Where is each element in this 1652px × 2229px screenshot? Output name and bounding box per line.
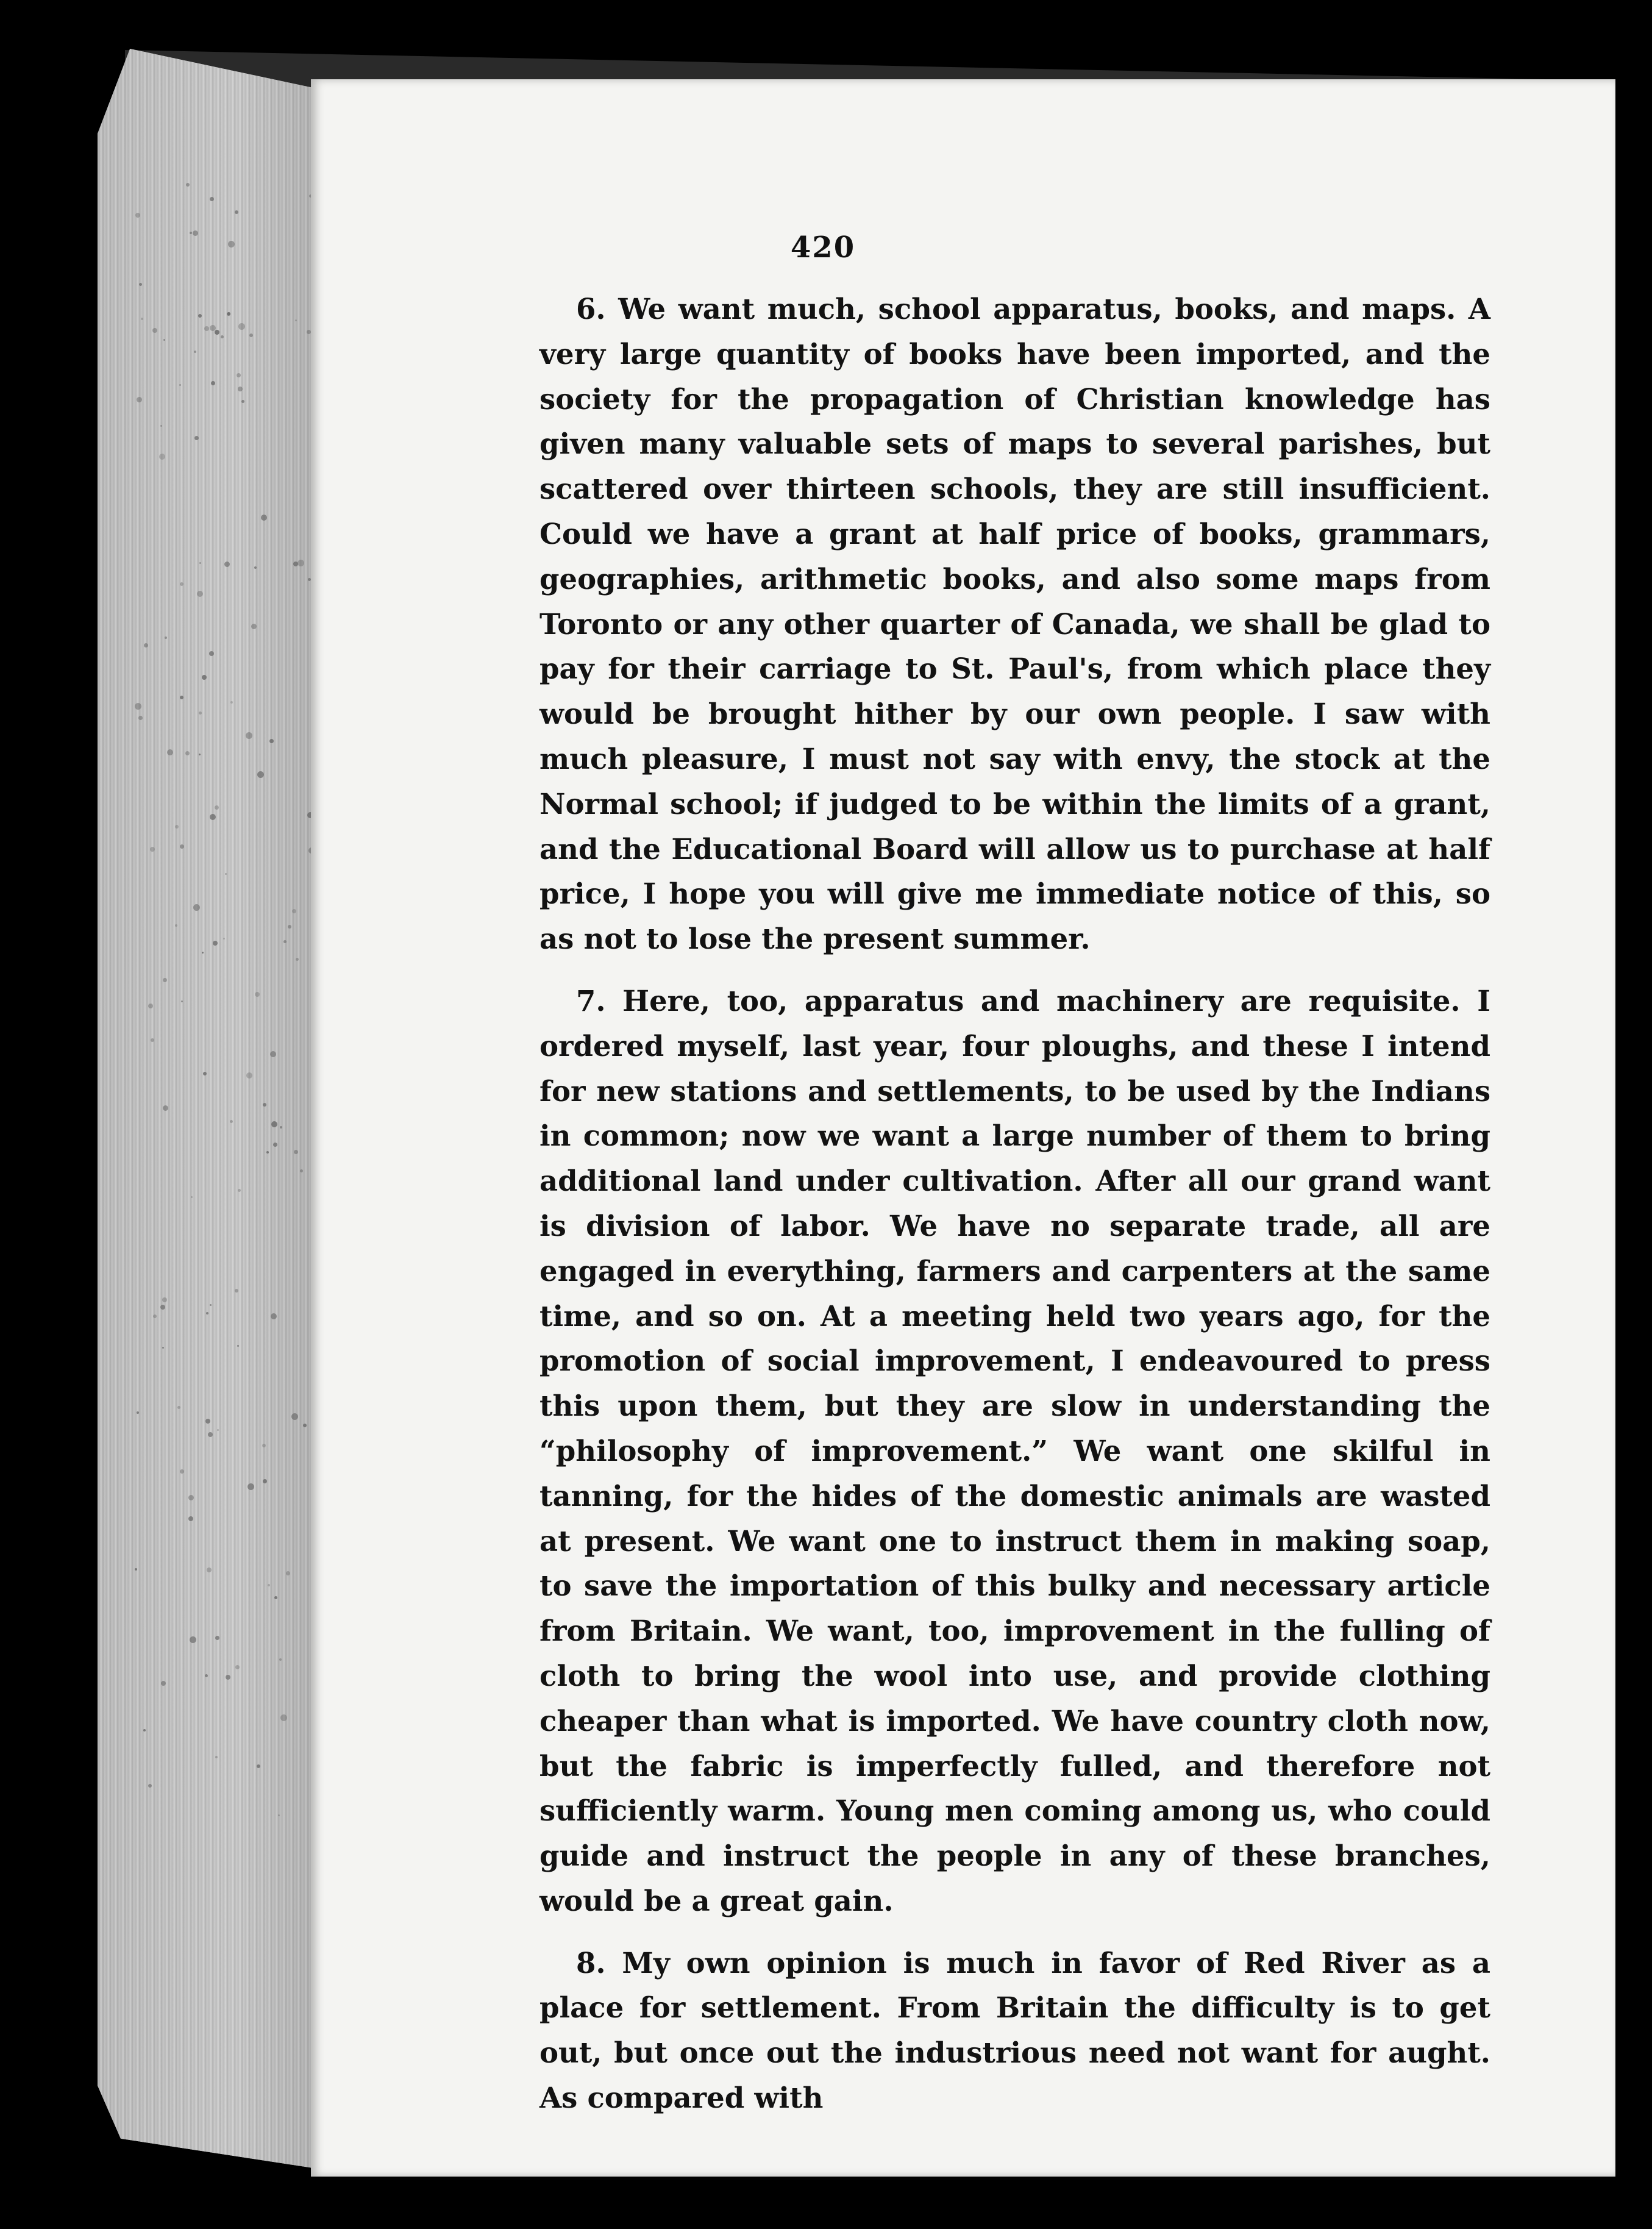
fore-edge-speck bbox=[199, 562, 201, 564]
fore-edge-speck bbox=[273, 1143, 277, 1147]
fore-edge-speck bbox=[227, 312, 230, 315]
fore-edge-speck bbox=[262, 1444, 266, 1447]
fore-edge-speck bbox=[274, 1596, 277, 1599]
fore-edge-speck bbox=[226, 1675, 230, 1680]
paragraph-8: 8. My own opinion is much in favor of Red River as a place for settlement. From Britain the difficulty is to get out, but once out the industrious need not want for aught. As compared with bbox=[539, 1945, 1490, 2115]
fore-edge-speck bbox=[188, 1516, 193, 1521]
fore-edge-speck bbox=[181, 1000, 183, 1002]
fore-edge-speck bbox=[199, 711, 202, 715]
fore-edge-speck bbox=[150, 847, 155, 852]
fore-edge-speck bbox=[207, 1567, 212, 1572]
fore-edge-speck bbox=[148, 1784, 152, 1788]
fore-edge-speck bbox=[202, 952, 204, 954]
fore-edge-speck bbox=[162, 1297, 167, 1302]
fore-edge-speck bbox=[270, 1051, 276, 1057]
fore-edge-speck bbox=[203, 1072, 207, 1075]
fore-edge-speck bbox=[235, 1665, 240, 1669]
fore-edge-speck bbox=[163, 978, 167, 982]
fore-edge-speck bbox=[268, 1584, 270, 1586]
fore-edge-speck bbox=[230, 1120, 233, 1123]
fore-edge-speck bbox=[235, 210, 238, 214]
fore-edge-speck bbox=[198, 314, 202, 318]
fore-edge-speck bbox=[161, 1681, 166, 1686]
fore-edge-speck bbox=[188, 1495, 194, 1500]
fore-edge-speck bbox=[190, 1636, 196, 1643]
fore-edge-speck bbox=[208, 1432, 213, 1437]
fore-edge-speck bbox=[294, 1150, 298, 1154]
fore-edge-speck bbox=[185, 751, 190, 755]
fore-edge-speck bbox=[238, 323, 245, 330]
fore-edge-speck bbox=[241, 400, 244, 403]
fore-edge-speck bbox=[288, 925, 291, 929]
fore-edge-speck bbox=[210, 325, 216, 331]
fore-edge-speck bbox=[194, 436, 199, 440]
fore-edge-speck bbox=[179, 384, 181, 386]
fore-edge-speck bbox=[246, 732, 252, 739]
fore-edge-speck bbox=[139, 283, 142, 286]
fore-edge-speck bbox=[263, 1103, 266, 1107]
fore-edge-speck bbox=[269, 739, 274, 743]
fore-edge-speck bbox=[210, 1304, 212, 1306]
page-number: 420 bbox=[790, 230, 856, 265]
fore-edge-speck bbox=[286, 1571, 290, 1575]
fore-edge-speck bbox=[237, 373, 241, 377]
fore-edge-speck bbox=[215, 1636, 219, 1640]
fore-edge-speck bbox=[148, 1004, 153, 1008]
page-body bbox=[539, 287, 1490, 2120]
paragraph-6: 6. We want much, school apparatus, books, and maps. A very large quantity of books have been imported, and the society for the propagation of Christian knowledge has given many valuable sets of maps to several parishes, but scattered over thirteen schools, they are still insufficient. Could we have a grant at half price of books, grammars, geographies, arithmetic books, and also some maps from Toronto or any other quarter of Canada, we shall be glad to pay for their carriage to St. Paul's, from which place they would be brought hither by our own people. I saw with much pleasure, I must not say with envy, the stock at the Normal school; if judged to be within the limits of a grant, and the Educational Board will allow us to purchase at half price, I hope you will give me immediate notice of this, so as not to lose the present summer. bbox=[539, 292, 1490, 956]
fore-edge-speck bbox=[167, 749, 173, 755]
fore-edge-speck bbox=[271, 1313, 277, 1319]
fore-edge-speck bbox=[206, 1312, 208, 1314]
fore-edge-speck bbox=[191, 1196, 193, 1198]
fore-edge-speck bbox=[224, 562, 230, 567]
fore-edge-speck bbox=[261, 515, 267, 521]
fore-edge-speck bbox=[238, 1189, 241, 1192]
fore-edge-speck bbox=[280, 1126, 282, 1129]
fore-edge-speck bbox=[279, 1658, 282, 1661]
paragraph-7: 7. Here, too, apparatus and machinery are requisite. I ordered myself, last year, four ploughs, and these I intend for new stations and settlements, to be used by the Indians in common; now we want a large number of them to bring additional land under cultivation. After all our grand want is division of labor. We have no separate trade, all are engaged in everything, farmers and carpenters at the same time, and so on. At a meeting held two years ago, for the promotion of social improvement, I endeavoured to press this upon them, but they are slow in understanding the “philosophy of improvement.” We want one skilful in tanning, for the hides of the domestic animals are wasted at present. We want one to instruct them in making soap, to save the importation of this bulky and necessary article from Britain. We want, too, improvement in the fulling of cloth to bring the wool into use, and provide clothing cheaper than what is imported. We have country cloth now, but the fabric is imperfectly fulled, and therefore not sufficiently warm. Young men coming among us, who could guide and instruct the people in any of these branches, would be a great gain. bbox=[539, 983, 1490, 1917]
fore-edge-speck bbox=[138, 716, 143, 720]
fore-edge-speck bbox=[308, 578, 311, 581]
fore-edge-speck bbox=[205, 1674, 208, 1677]
fore-edge-speck bbox=[143, 1729, 146, 1731]
fore-edge-shadow bbox=[98, 49, 329, 2170]
book-page bbox=[311, 79, 1615, 2177]
fore-edge-speck bbox=[254, 566, 257, 569]
fore-edge-speck bbox=[257, 771, 264, 778]
fore-edge-speck bbox=[135, 703, 141, 710]
fore-edge-speck bbox=[202, 675, 207, 680]
fore-edge-speck bbox=[153, 1314, 157, 1318]
fore-edge-speck bbox=[180, 1469, 184, 1474]
fore-edge-speck bbox=[255, 992, 260, 997]
fore-edge-speck bbox=[144, 643, 148, 647]
fore-edge-speck bbox=[291, 1413, 298, 1420]
fore-edge-speck bbox=[190, 232, 192, 234]
fore-edge-speck bbox=[263, 1479, 267, 1483]
